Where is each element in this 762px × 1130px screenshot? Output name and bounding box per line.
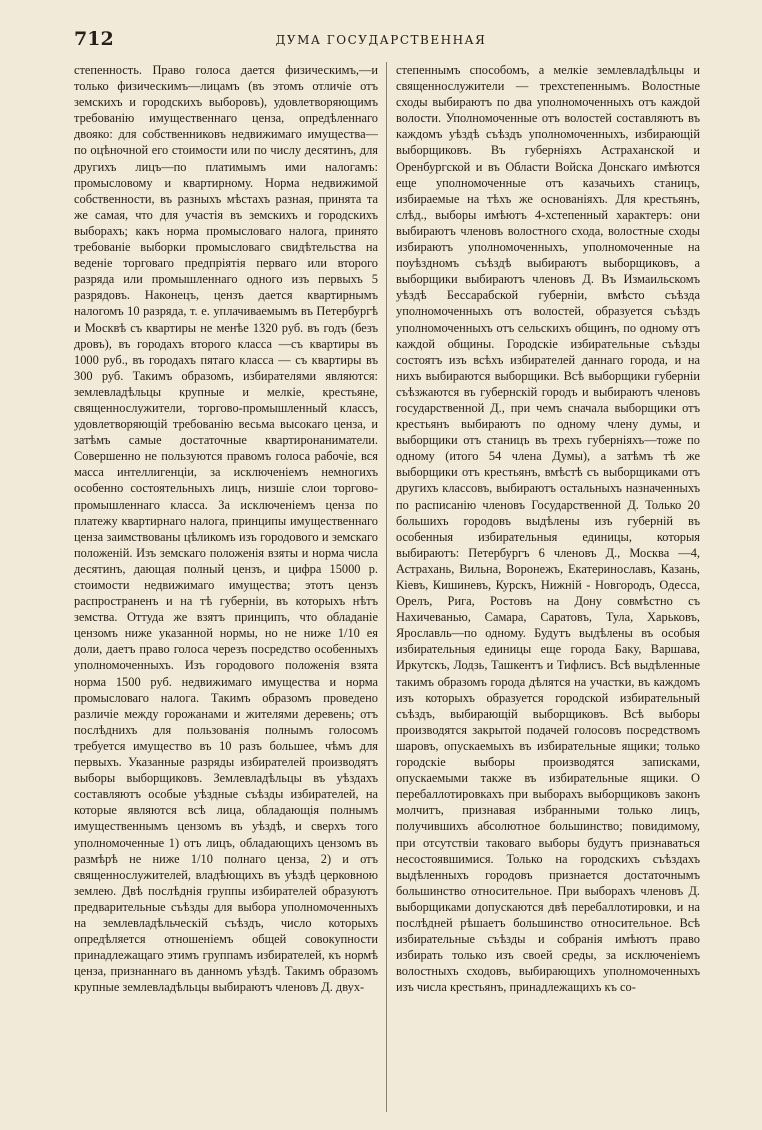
- page-header: [74, 28, 688, 54]
- running-title: ДУМА ГОСУДАРСТВЕННАЯ: [275, 33, 487, 47]
- left-column: [74, 62, 378, 1112]
- right-column-text: степеннымъ способомъ, а мелкіе землевладѣльцы и священнослужители — трехстепеннымъ. Волостные сходы выбираютъ по два уполномоченныхъ отъ каждой волости. Уполномоченные отъ волостей составляютъ въ каждомъ уѣздѣ съѣздъ уполномоченныхъ, избирающій выборщиковъ. Въ губерніяхъ Астраханской и Оренбургской и въ Области Войска Донскаго имѣются еще уполномоченные отъ казачьихъ станицъ, избираемые на тѣхъ же основаніяхъ. Для крестьянъ, слѣд., выборы имѣютъ 4-хстепенный характеръ: они выбираютъ членовъ волостного схода, волостные сходы избираютъ уполномоченныхъ, уполномоченные на поуѣздномъ съѣздѣ выбираютъ выборщиковъ, а выборщики выбираютъ членовъ Д. Въ Измаильскомъ уѣздѣ Бессарабской губерніи, вмѣсто съѣзда уполномоченныхъ отъ волостей, образуется съѣздъ уполномоченныхъ отъ сельскихъ общинъ, по одному отъ каждой общины. Городскіе избирательные съѣзды состоятъ изъ всѣхъ избирателей даннаго города, и на нихъ выбираются выборщики. Всѣ выборщики губерніи съѣзжаются въ губернскій городъ и выбираютъ членовъ государственной Д., при чемъ сначала выборщики отъ крестьянъ выбираютъ по одному члену думы, и выборщики отъ станицъ въ трехъ губерніяхъ—тоже по одному (итого 54 члена Думы), а затѣмъ тѣ же выборщики отъ крестьянъ, вмѣстѣ съ выборщиками отъ другихъ классовъ, выбираютъ остальныхъ назначенныхъ по расписанію членовъ Государственной Д. Только 20 большихъ городовъ выдѣлены изъ губерній въ особенныя избирательныя единицы, которыя выбираютъ: Петербургъ 6 членовъ Д., Москва —4, Астрахань, Вильна, Воронежъ, Екатеринославъ, Казань, Кіевъ, Кишиневъ, Курскъ, Нижній - Новгородъ, Одесса, Орелъ, Рига, Ростовъ на Дону совмѣстно съ Нахичеванью, Самара, Саратовъ, Тула, Харьковъ, Ярославль—по одному. Будутъ выдѣлены въ особыя избирательныя единицы еще города Баку, Варшава, Иркутскъ, Лодзь, Ташкентъ и Тифлисъ. Всѣ выдѣленные такимъ образомъ города дѣлятся на участки, въ каждомъ изъ которыхъ образуется городской избирательный съѣздъ, выбирающій выборщиковъ. Всѣ выборы производятся закрытой подачей голосовъ посредствомъ шаровъ, опускаемыхъ въ избирательные ящики; только городскіе выборы производятся записками, опускаемыми также въ избирательные ящики. О перебаллотировкахъ при выборахъ выборщиковъ законъ молчитъ, признавая избранными только лицъ, получившихъ абсолютное большинство; повидимому, при отсутствіи таковаго выборы будутъ признаваться несостоявшимися. Только на городскихъ съѣздахъ выдѣленныхъ городовъ признается достаточнымъ большинство относительное. При выборахъ членовъ Д. выборщиками допускаются двѣ перебаллотировки, и на послѣдней рѣшаетъ большинство относительное. Всѣ избирательные съѣзды и собранія имѣютъ право избирать только изъ своей среды, за исключеніемъ волостныхъ сходовъ, выбирающихъ уполномоченныхъ изъ числа крестьянъ, принадлежащихъ къ со-: [396, 63, 700, 995]
- column-divider: [386, 62, 387, 1112]
- text-columns: [74, 62, 700, 1112]
- page-number: 712: [74, 28, 114, 50]
- left-column-text: степенность. Право голоса дается физическимъ,—и только физическимъ—лицамъ (въ этомъ отличіе отъ земскихъ и городскихъ выборовъ), удовлетворяющимъ требованію имущественнаго ценза, опредѣленнаго двояко: для собственниковъ недвижимаго имущества—по оцѣночной его стоимости или по числу десятинъ, для другихъ лицъ—по платимымъ ими налогамъ: промысловому и квартирному. Норма недвижимой собственности, въ разныхъ мѣстахъ разная, принята та же самая, что для участія въ земскихъ и городскихъ выборахъ; какъ норма промысловаго налога, принято требованіе выборки промысловаго свидѣтельства на веденіе торговаго предпріятія перваго или второго разряда или промышленнаго одного изъ первыхъ 5 разрядовъ. Наконецъ, цензъ дается квартирнымъ налогомъ 10 разряда, т. е. уплачиваемымъ въ Петербургѣ и Москвѣ съ квартиры не менѣе 1320 руб. въ годъ (безъ дровъ), въ городахъ второго класса —съ квартиры въ 1000 руб., въ городахъ пятаго класса — съ квартиры въ 300 руб. Такимъ образомъ, избирателями являются: землевладѣльцы крупные и мелкіе, крестьяне, священнослужители, торгово-промышленный классъ, удовлетворяющій требованію весьма высокаго ценза, и затѣмъ самые достаточные квартиронаниматели. Совершенно не пользуются правомъ голоса рабочіе, вся масса интеллигенціи, за исключеніемъ немногихъ особенно состоятельныхъ лицъ, низшіе слои торгово-промышленнаго класса. За исключеніемъ ценза по платежу квартирнаго налога, принципы имущественнаго ценза заимствованы цѣликомъ изъ городового и земскаго положеній. Изъ земскаго положенія взяты и норма числа десятинъ, дающая полный цензъ, и цифра 15000 р. стоимости недвижимаго имущества; этотъ цензъ распространенъ и на тѣ губерніи, въ которыхъ нѣтъ земства. Оттуда же взятъ принципъ, что обладаніе цензомъ ниже указанной нормы, но не ниже 1/10 ея доли, даетъ право голоса черезъ посредство особенныхъ уполномоченныхъ. Изъ городового положенія взята норма 1500 руб. недвижимаго имущества и норма промысловаго налога. Такимъ образомъ проведено различіе между горожанами и жителями деревень; отъ послѣднихъ для пользованія полнымъ голосомъ требуется имущество въ 10 разъ большее, чѣмъ для первыхъ. Указанные разряды избирателей производятъ выборы выборщиковъ. Землевладѣльцы въ уѣздахъ составляютъ особые уѣздные съѣзды избирателей, на которые являются всѣ лица, обладающія полнымъ имущественнымъ цензомъ въ уѣздѣ, и сверхъ того уполномоченные 1) отъ лицъ, обладающихъ цензомъ въ размѣрѣ не ниже 1/10 полнаго ценза, 2) и отъ священнослужителей, владѣющихъ въ уѣздѣ церковною землею. Двѣ послѣднія группы избирателей образуютъ предварительные съѣзды для выбора уполномоченныхъ на землевладѣльческій съѣздъ, число которыхъ опредѣляется отношеніемъ общей совокупности принадлежащаго этимъ группамъ избирателей, къ нормѣ ценза, признаннаго въ данномъ уѣздѣ. Такимъ образомъ крупные землевладѣльцы выбираютъ членовъ Д. двух-: [74, 63, 378, 995]
- right-column: [396, 62, 700, 1112]
